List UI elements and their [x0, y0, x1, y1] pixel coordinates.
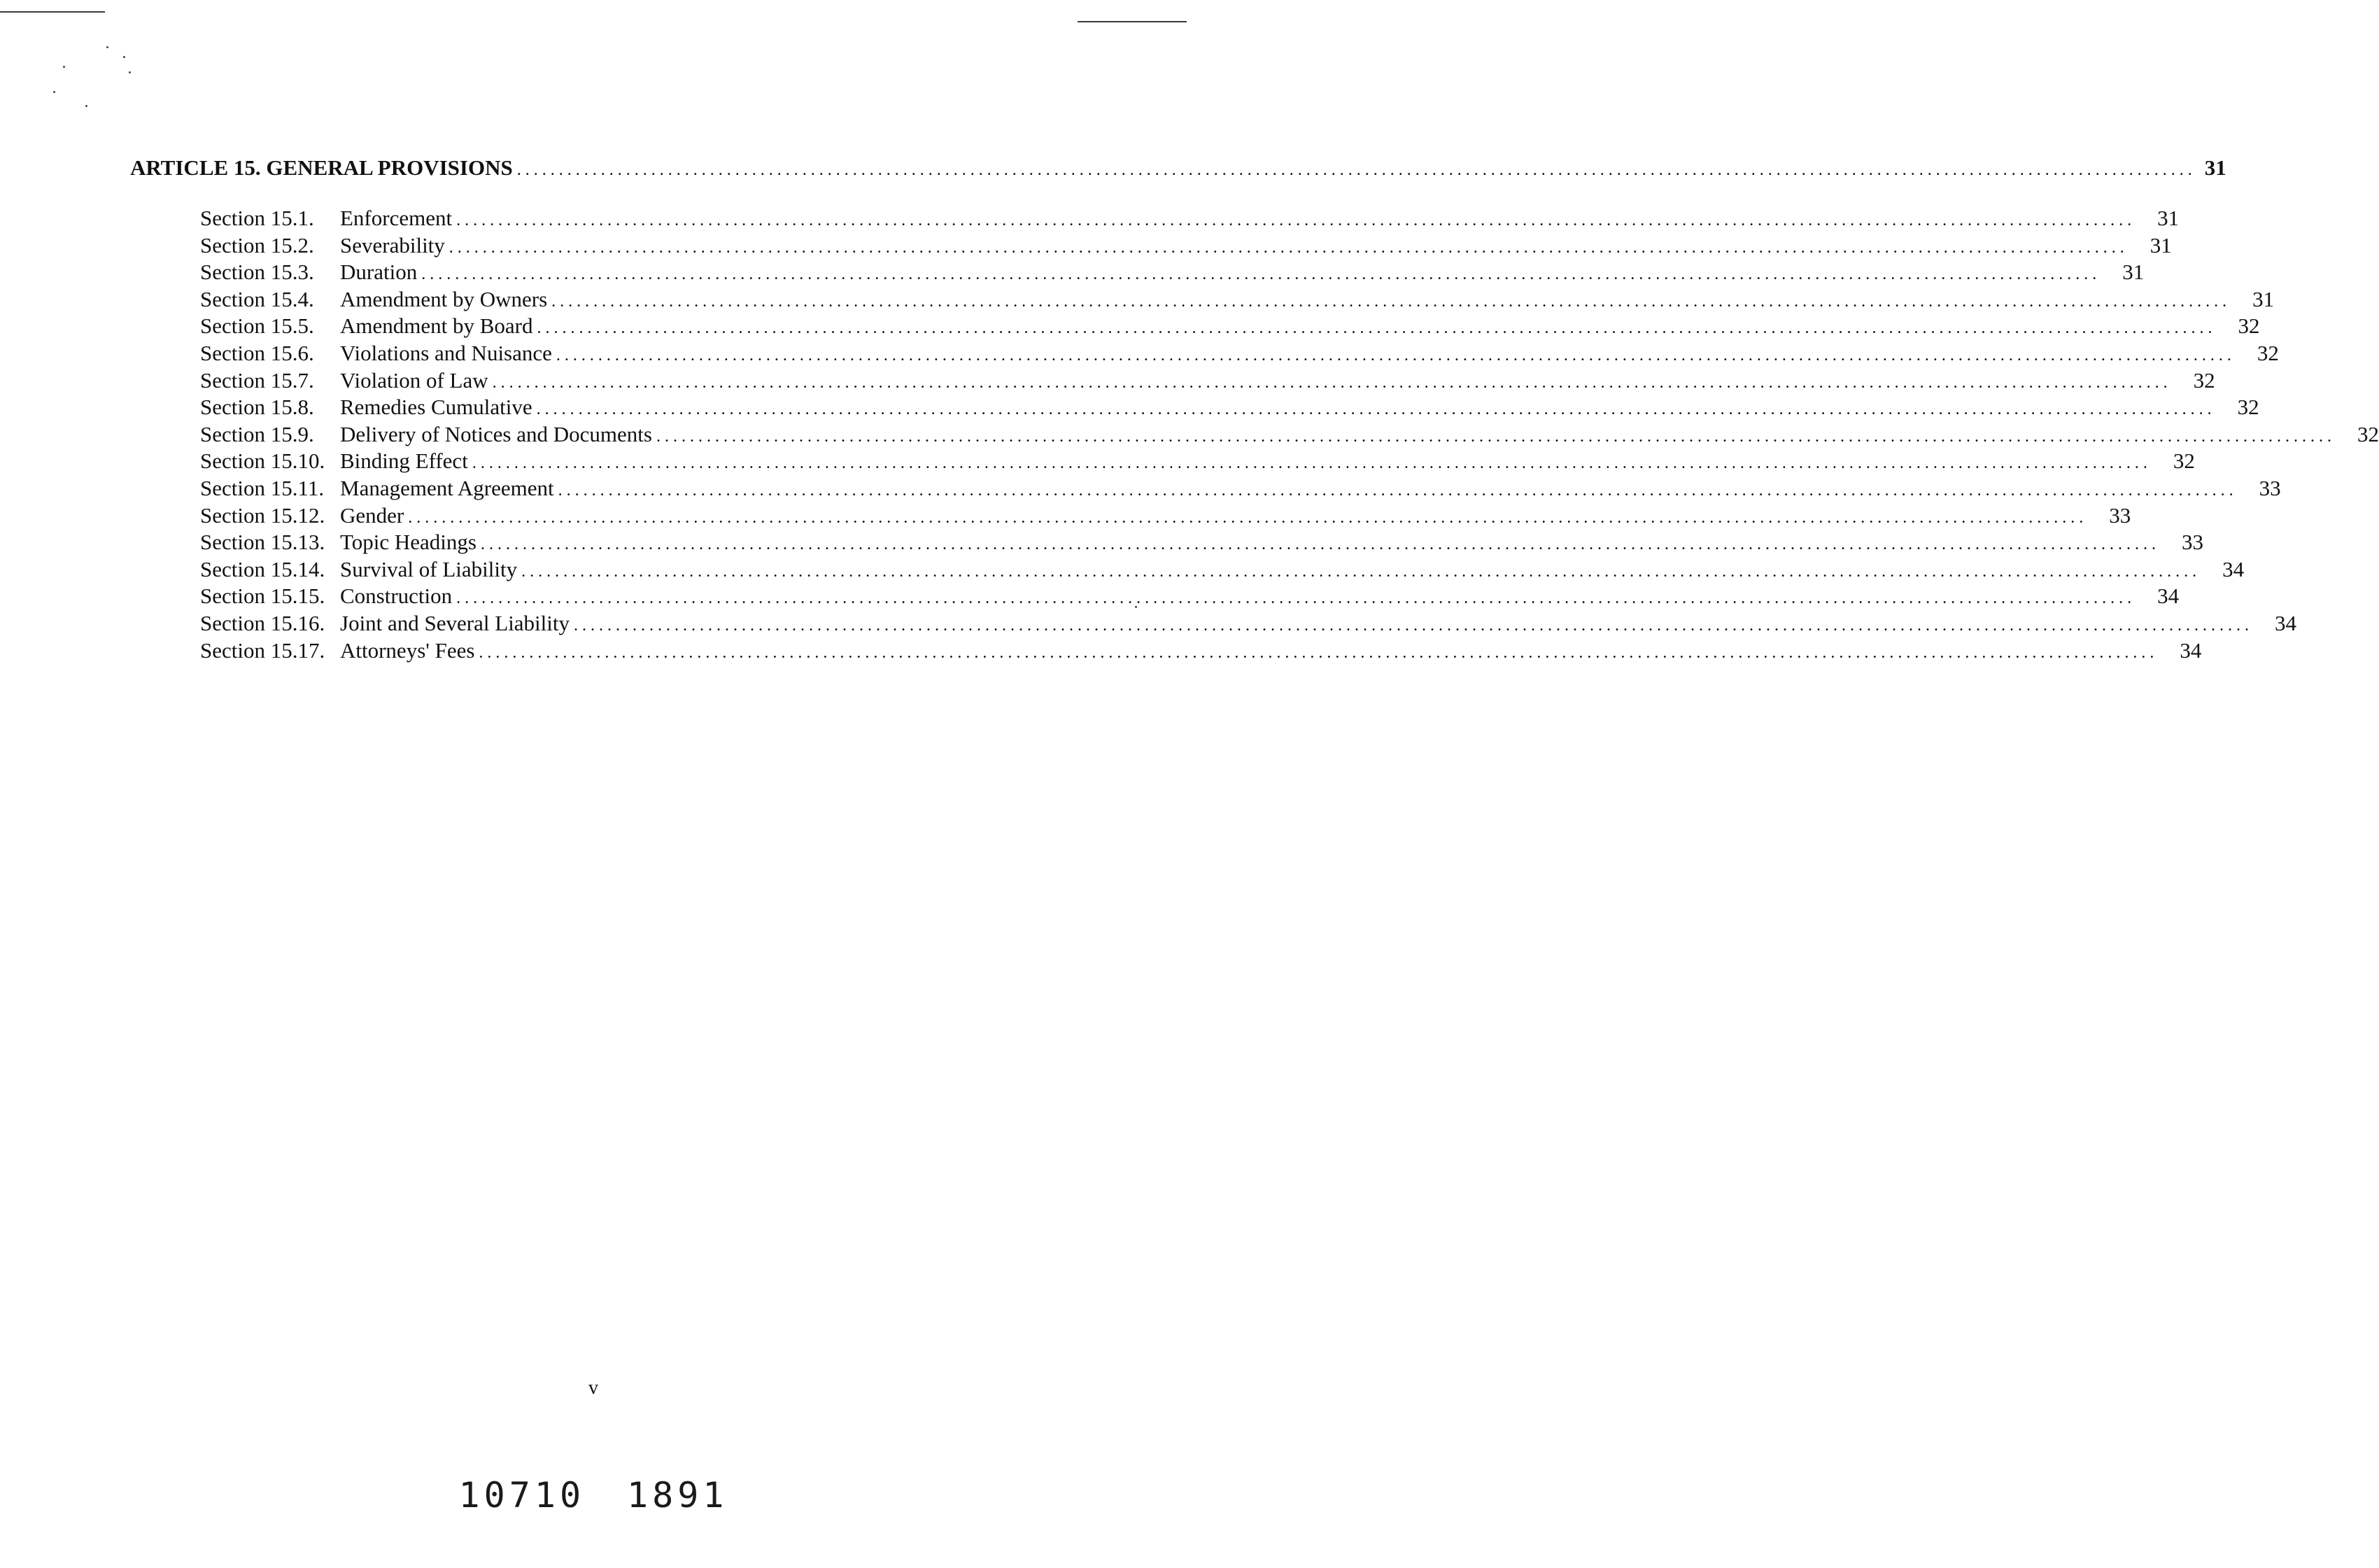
- section-number: Section 15.10.: [200, 448, 325, 474]
- dot-leader: ........................................................................................................................................................................................................: [558, 481, 2238, 500]
- section-row: [200, 502, 2131, 530]
- section-row: [200, 206, 2180, 233]
- dot-leader: ........................................................................................................................................................................................................: [408, 508, 2088, 527]
- stamp-number-left: 10710: [458, 1475, 586, 1516]
- table-of-contents: [130, 155, 2379, 665]
- section-list: [200, 206, 2379, 665]
- section-title: Construction: [340, 584, 453, 609]
- section-title: Duration: [340, 260, 418, 285]
- scan-speck: [106, 46, 108, 48]
- dot-leader: ........................................................................................................................................................................................................: [456, 211, 2136, 229]
- section-title: Violations and Nuisance: [340, 340, 552, 365]
- section-page-number: 32: [2257, 340, 2279, 365]
- dot-leader: ........................................................................................................................................................................................................: [656, 427, 2336, 446]
- dot-leader: ........................................................................................................................................................................................................: [480, 535, 2160, 554]
- dot-leader: ........................................................................................................................................................................................................: [537, 319, 2217, 338]
- section-number: Section 15.11.: [200, 475, 325, 500]
- section-row: [200, 610, 2297, 638]
- section-number: Section 15.9.: [200, 421, 314, 446]
- section-page-number: 32: [2357, 421, 2379, 446]
- section-title: Management Agreement: [340, 475, 554, 500]
- section-number: Section 15.3.: [200, 260, 314, 285]
- section-page-number: 31: [2122, 260, 2145, 285]
- dot-leader: ........................................................................................................................................................................................................: [472, 454, 2152, 473]
- dot-leader: ........................................................................................................................................................................................................: [479, 643, 2159, 662]
- dot-leader: ........................................................................................................................................................................................................: [449, 238, 2129, 257]
- section-number: Section 15.7.: [200, 367, 314, 393]
- dot-leader: ........................................................................................................................................................................................................: [421, 265, 2101, 284]
- section-row: [200, 475, 2281, 503]
- section-row: [200, 584, 2180, 611]
- section-row: [200, 232, 2172, 260]
- section-title: Remedies Cumulative: [340, 395, 532, 420]
- scan-line-top-left: [0, 11, 105, 13]
- section-number: Section 15.1.: [200, 206, 314, 230]
- section-row: [200, 395, 2259, 422]
- dot-leader: ........................................................................................................................................................................................................: [536, 400, 2216, 419]
- section-row: [200, 367, 2215, 395]
- section-number: Section 15.12.: [200, 502, 325, 528]
- section-row: [200, 448, 2195, 476]
- section-title: Joint and Several Liability: [340, 610, 570, 635]
- section-row: [200, 340, 2279, 368]
- section-row: [200, 421, 2379, 449]
- section-number: Section 15.17.: [200, 637, 325, 663]
- section-number: Section 15.13.: [200, 530, 325, 555]
- section-page-number: 34: [2180, 637, 2202, 663]
- section-row: [200, 313, 2260, 341]
- section-page-number: 32: [2237, 395, 2259, 420]
- section-title: Binding Effect: [340, 448, 468, 474]
- section-title: Amendment by Board: [340, 313, 533, 339]
- section-number: Section 15.15.: [200, 584, 325, 609]
- section-title: Topic Headings: [340, 530, 476, 555]
- scan-speck: [129, 71, 131, 73]
- dot-leader: ........................................................................................................................................................................................................: [556, 346, 2236, 365]
- section-page-number: 31: [2252, 286, 2275, 311]
- section-title: Violation of Law: [340, 367, 488, 393]
- section-page-number: 34: [2275, 610, 2297, 635]
- section-row: [200, 530, 2203, 557]
- section-title: Attorneys' Fees: [340, 637, 475, 663]
- article-heading-row: [130, 155, 2226, 186]
- section-page-number: 33: [2109, 502, 2131, 528]
- section-page-number: 33: [2259, 475, 2281, 500]
- section-page-number: 33: [2181, 530, 2203, 555]
- dot-leader: ........................................................................................................................................................................................................: [551, 292, 2231, 311]
- scan-speck: [85, 105, 87, 107]
- section-page-number: 32: [2238, 313, 2260, 339]
- section-row: [200, 556, 2245, 584]
- section-title: Delivery of Notices and Documents: [340, 421, 652, 446]
- article-title: ARTICLE 15. GENERAL PROVISIONS: [130, 155, 513, 180]
- section-number: Section 15.2.: [200, 232, 314, 257]
- dot-leader: ........................................................................................................................................................................................................: [456, 589, 2136, 608]
- section-number: Section 15.8.: [200, 395, 314, 420]
- scan-speck: [53, 91, 55, 93]
- section-page-number: 34: [2157, 584, 2180, 609]
- section-row: [200, 637, 2202, 665]
- section-title: Amendment by Owners: [340, 286, 548, 311]
- page-number: v: [588, 1377, 598, 1399]
- dot-leader: ........................................................................................................................................................................................................: [516, 161, 2196, 179]
- section-page-number: 32: [2173, 448, 2195, 474]
- section-title: Severability: [340, 232, 445, 257]
- document-stamp: [0, 1475, 1187, 1516]
- section-page-number: 31: [2157, 206, 2180, 230]
- section-title: Gender: [340, 502, 404, 528]
- section-row: [200, 260, 2145, 287]
- section-number: Section 15.16.: [200, 610, 325, 635]
- dot-leader: ........................................................................................................................................................................................................: [574, 616, 2254, 635]
- section-number: Section 15.5.: [200, 313, 314, 339]
- section-page-number: 34: [2222, 556, 2245, 581]
- section-number: Section 15.4.: [200, 286, 314, 311]
- dot-leader: ........................................................................................................................................................................................................: [492, 373, 2172, 392]
- section-number: Section 15.6.: [200, 340, 314, 365]
- article-page-number: 31: [2204, 155, 2226, 180]
- dot-leader: ........................................................................................................................................................................................................: [521, 562, 2201, 581]
- section-number: Section 15.14.: [200, 556, 325, 581]
- section-row: [200, 286, 2275, 314]
- scan-speck: [123, 56, 125, 58]
- scan-speck: [63, 66, 65, 68]
- section-page-number: 31: [2149, 232, 2172, 257]
- section-title: Enforcement: [340, 206, 453, 230]
- scan-line-top-right: [1078, 21, 1187, 22]
- stamp-number-right: 1891: [627, 1475, 728, 1516]
- section-page-number: 32: [2193, 367, 2215, 393]
- section-title: Survival of Liability: [340, 556, 518, 581]
